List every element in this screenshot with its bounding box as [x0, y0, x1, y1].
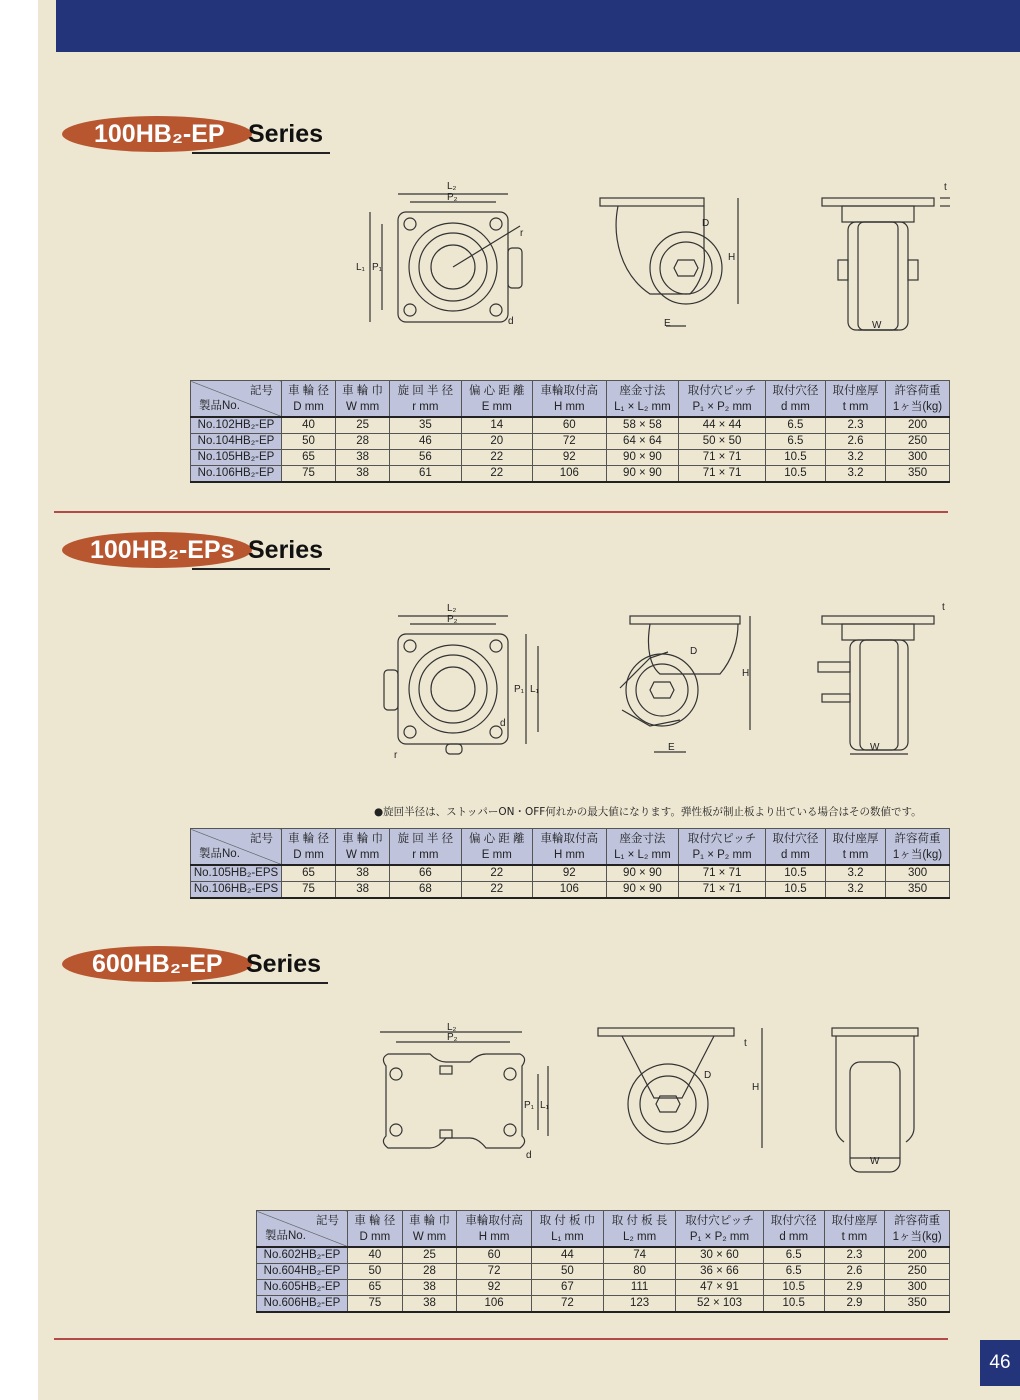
header-cell: 車輪取付高 H mm — [457, 1211, 531, 1248]
dim-E: E — [664, 318, 671, 329]
title-underline — [192, 152, 330, 154]
model-number-cell: No.104HB₂-EP — [191, 434, 282, 450]
model-number-cell: No.606HB₂-EP — [257, 1296, 348, 1313]
dim-d: d — [526, 1150, 532, 1161]
table-header-row — [191, 829, 950, 866]
table-row — [191, 434, 950, 450]
spec-value-cell: 80 — [604, 1264, 676, 1280]
dim-d: d — [500, 718, 506, 729]
spec-value-cell: 36 × 66 — [676, 1264, 764, 1280]
series-word: Series — [246, 950, 322, 978]
table-row — [191, 882, 950, 899]
page-number: 46 — [980, 1340, 1020, 1386]
spec-value-cell: 64 × 64 — [606, 434, 679, 450]
header-cell: 取付穴径 d mm — [765, 829, 825, 866]
spec-value-cell: 6.5 — [763, 1247, 824, 1264]
header-cell: 車 輪 径 D mm — [282, 381, 336, 418]
spec-value-cell: 90 × 90 — [606, 450, 679, 466]
dim-W: W — [872, 320, 882, 331]
series-model: 100HB₂-EP — [94, 120, 225, 148]
header-cell: 旋 回 半 径 r mm — [390, 829, 461, 866]
spec-value-cell: 106 — [457, 1296, 531, 1313]
spec-value-cell: 300 — [886, 450, 950, 466]
spec-value-cell: 92 — [532, 865, 606, 882]
spec-value-cell: 71 × 71 — [679, 450, 766, 466]
swivel-radius-note: ●旋回半径は、ストッパーON・OFF何れかの最大値になります。弾性板が制止板より出ている場合はその数値です。 — [374, 806, 922, 818]
dim-r: r — [394, 750, 398, 761]
dim-r: r — [520, 228, 524, 239]
spec-value-cell: 350 — [886, 466, 950, 483]
spec-value-cell: 2.3 — [824, 1247, 885, 1264]
spec-value-cell: 44 × 44 — [679, 417, 766, 434]
spec-value-cell: 38 — [336, 865, 390, 882]
header-symbol-label: 記号 — [250, 385, 273, 397]
dim-P1: P₁ — [372, 262, 383, 273]
spec-value-cell: 52 × 103 — [676, 1296, 764, 1313]
spec-value-cell: 350 — [885, 1296, 950, 1313]
spec-value-cell: 38 — [402, 1296, 457, 1313]
spec-value-cell: 75 — [282, 466, 336, 483]
spec-value-cell: 300 — [885, 1280, 950, 1296]
spec-table-100hb2-ep — [190, 380, 950, 483]
spec-value-cell: 60 — [457, 1247, 531, 1264]
header-cell: 旋 回 半 径 r mm — [390, 381, 461, 418]
spec-value-cell: 10.5 — [765, 450, 825, 466]
header-product-label: 製品No. — [265, 1230, 306, 1242]
header-cell: 許容荷重 1ヶ当(kg) — [886, 829, 950, 866]
header-cell: 許容荷重 1ヶ当(kg) — [886, 381, 950, 418]
header-cell-model — [191, 381, 282, 418]
spec-value-cell: 3.2 — [825, 882, 885, 899]
spec-value-cell: 68 — [390, 882, 461, 899]
spec-value-cell: 10.5 — [765, 466, 825, 483]
series-title-100hb2-ep — [62, 116, 332, 156]
model-number-cell: No.105HB₂-EP — [191, 450, 282, 466]
spec-value-cell: 106 — [532, 882, 606, 899]
spec-value-cell: 58 × 58 — [606, 417, 679, 434]
header-product-label: 製品No. — [199, 400, 240, 412]
spec-value-cell: 10.5 — [763, 1296, 824, 1313]
series-title-600hb2-ep — [62, 946, 332, 986]
dim-P1: P₁ — [524, 1100, 535, 1111]
header-cell: 座金寸法 L₁ × L₂ mm — [606, 829, 679, 866]
spec-value-cell: 61 — [390, 466, 461, 483]
spec-value-cell: 28 — [336, 434, 390, 450]
table-row — [191, 466, 950, 483]
spec-value-cell: 71 × 71 — [679, 882, 766, 899]
dim-L2: L₂ — [447, 1022, 457, 1033]
header-cell: 車輪取付高 H mm — [532, 381, 606, 418]
header-cell-model — [191, 829, 282, 866]
spec-value-cell: 50 × 50 — [679, 434, 766, 450]
dim-P2: P₂ — [447, 614, 458, 625]
spec-value-cell: 92 — [457, 1280, 531, 1296]
page-left-margin — [0, 0, 38, 1400]
table-row — [257, 1296, 950, 1313]
spec-value-cell: 250 — [886, 434, 950, 450]
spec-value-cell: 28 — [402, 1264, 457, 1280]
section-divider — [54, 1338, 948, 1340]
spec-value-cell: 22 — [461, 466, 532, 483]
spec-value-cell: 40 — [348, 1247, 403, 1264]
model-number-cell: No.105HB₂-EPS — [191, 865, 282, 882]
spec-value-cell: 300 — [886, 865, 950, 882]
table-row — [191, 865, 950, 882]
spec-table-100hb2-eps — [190, 828, 950, 899]
header-cell-model — [257, 1211, 348, 1248]
spec-value-cell: 72 — [532, 434, 606, 450]
drawing-100hb2-eps — [350, 598, 960, 764]
section-divider — [54, 511, 948, 513]
model-number-cell: No.106HB₂-EPS — [191, 882, 282, 899]
spec-value-cell: 44 — [531, 1247, 603, 1264]
dim-L1: L₁ — [356, 262, 365, 273]
spec-value-cell: 2.6 — [824, 1264, 885, 1280]
spec-value-cell: 46 — [390, 434, 461, 450]
header-symbol-label: 記号 — [250, 833, 273, 845]
spec-value-cell: 67 — [531, 1280, 603, 1296]
spec-value-cell: 40 — [282, 417, 336, 434]
table-header-row — [191, 381, 950, 418]
series-model: 600HB₂-EP — [92, 950, 223, 978]
model-number-cell: No.102HB₂-EP — [191, 417, 282, 434]
spec-value-cell: 3.2 — [825, 865, 885, 882]
spec-value-cell: 2.9 — [824, 1296, 885, 1313]
spec-table-600hb2-ep — [256, 1210, 950, 1313]
spec-value-cell: 92 — [532, 450, 606, 466]
header-cell: 取付穴ピッチ P₁ × P₂ mm — [679, 381, 766, 418]
spec-value-cell: 60 — [532, 417, 606, 434]
header-cell: 取付穴ピッチ P₁ × P₂ mm — [676, 1211, 764, 1248]
table-header-row — [257, 1211, 950, 1248]
header-cell: 取付座厚 t mm — [825, 829, 885, 866]
spec-value-cell: 38 — [336, 882, 390, 899]
spec-value-cell: 111 — [604, 1280, 676, 1296]
spec-value-cell: 200 — [886, 417, 950, 434]
spec-value-cell: 65 — [348, 1280, 403, 1296]
header-band — [56, 0, 1020, 52]
spec-value-cell: 75 — [282, 882, 336, 899]
spec-value-cell: 10.5 — [763, 1280, 824, 1296]
spec-value-cell: 50 — [531, 1264, 603, 1280]
spec-value-cell: 38 — [402, 1280, 457, 1296]
series-model: 100HB₂-EPs — [90, 536, 235, 564]
dim-L2: L₂ — [447, 181, 457, 192]
header-cell: 車 輪 巾 W mm — [336, 381, 390, 418]
spec-value-cell: 65 — [282, 865, 336, 882]
spec-value-cell: 25 — [336, 417, 390, 434]
spec-value-cell: 50 — [348, 1264, 403, 1280]
header-cell: 車輪取付高 H mm — [532, 829, 606, 866]
spec-value-cell: 72 — [531, 1296, 603, 1313]
header-cell: 取付穴径 d mm — [763, 1211, 824, 1248]
spec-value-cell: 30 × 60 — [676, 1247, 764, 1264]
spec-value-cell: 65 — [282, 450, 336, 466]
dim-H: H — [728, 252, 736, 263]
table-row — [191, 450, 950, 466]
dim-P1: P₁ — [514, 684, 525, 695]
dim-W: W — [870, 742, 880, 753]
spec-value-cell: 38 — [336, 466, 390, 483]
header-cell: 取付座厚 t mm — [824, 1211, 885, 1248]
dim-D: D — [702, 218, 710, 229]
table-row — [191, 417, 950, 434]
spec-value-cell: 2.9 — [824, 1280, 885, 1296]
spec-value-cell: 20 — [461, 434, 532, 450]
dim-W: W — [870, 1156, 880, 1167]
spec-value-cell: 71 × 71 — [679, 865, 766, 882]
series-word: Series — [248, 536, 324, 564]
spec-value-cell: 25 — [402, 1247, 457, 1264]
title-underline — [192, 982, 328, 984]
header-cell: 取付座厚 t mm — [825, 381, 885, 418]
header-cell: 車 輪 巾 W mm — [336, 829, 390, 866]
dim-E: E — [668, 742, 675, 753]
dim-H: H — [752, 1082, 760, 1093]
model-number-cell: No.106HB₂-EP — [191, 466, 282, 483]
drawing-600hb2-ep — [350, 1018, 960, 1178]
spec-value-cell: 56 — [390, 450, 461, 466]
spec-value-cell: 3.2 — [825, 466, 885, 483]
spec-value-cell: 6.5 — [763, 1264, 824, 1280]
dim-H: H — [742, 668, 750, 679]
spec-value-cell: 50 — [282, 434, 336, 450]
spec-value-cell: 90 × 90 — [606, 865, 679, 882]
spec-value-cell: 71 × 71 — [679, 466, 766, 483]
series-title-100hb2-eps — [62, 532, 332, 572]
model-number-cell: No.605HB₂-EP — [257, 1280, 348, 1296]
header-cell: 取 付 板 巾 L₁ mm — [531, 1211, 603, 1248]
dim-D: D — [690, 646, 698, 657]
header-cell: 取付穴ピッチ P₁ × P₂ mm — [679, 829, 766, 866]
header-cell: 車 輪 径 D mm — [348, 1211, 403, 1248]
spec-value-cell: 38 — [336, 450, 390, 466]
series-word: Series — [248, 120, 324, 148]
dim-t: t — [942, 602, 945, 613]
header-cell: 偏 心 距 離 E mm — [461, 381, 532, 418]
header-cell: 車 輪 巾 W mm — [402, 1211, 457, 1248]
spec-value-cell: 2.3 — [825, 417, 885, 434]
spec-value-cell: 3.2 — [825, 450, 885, 466]
header-product-label: 製品No. — [199, 848, 240, 860]
dim-t: t — [744, 1038, 747, 1049]
spec-value-cell: 6.5 — [765, 417, 825, 434]
dim-d: d — [508, 316, 514, 327]
header-cell: 車 輪 径 D mm — [282, 829, 336, 866]
header-cell: 取 付 板 長 L₂ mm — [604, 1211, 676, 1248]
spec-value-cell: 35 — [390, 417, 461, 434]
spec-value-cell: 350 — [886, 882, 950, 899]
model-number-cell: No.604HB₂-EP — [257, 1264, 348, 1280]
header-symbol-label: 記号 — [316, 1215, 339, 1227]
spec-value-cell: 2.6 — [825, 434, 885, 450]
spec-value-cell: 10.5 — [765, 865, 825, 882]
spec-value-cell: 75 — [348, 1296, 403, 1313]
spec-value-cell: 90 × 90 — [606, 466, 679, 483]
dim-t: t — [944, 182, 947, 193]
dim-L1: L₁ — [530, 684, 539, 695]
table-row — [257, 1264, 950, 1280]
table-row — [257, 1280, 950, 1296]
header-cell: 許容荷重 1ヶ当(kg) — [885, 1211, 950, 1248]
model-number-cell: No.602HB₂-EP — [257, 1247, 348, 1264]
spec-value-cell: 47 × 91 — [676, 1280, 764, 1296]
spec-value-cell: 74 — [604, 1247, 676, 1264]
spec-value-cell: 90 × 90 — [606, 882, 679, 899]
header-cell: 座金寸法 L₁ × L₂ mm — [606, 381, 679, 418]
dim-D: D — [704, 1070, 712, 1081]
spec-value-cell: 22 — [461, 882, 532, 899]
spec-value-cell: 14 — [461, 417, 532, 434]
dim-L2: L₂ — [447, 603, 457, 614]
spec-value-cell: 22 — [461, 450, 532, 466]
title-underline — [192, 568, 330, 570]
dim-L1: L₁ — [540, 1100, 549, 1111]
table-row — [257, 1247, 950, 1264]
header-cell: 偏 心 距 離 E mm — [461, 829, 532, 866]
header-cell: 取付穴径 d mm — [765, 381, 825, 418]
spec-value-cell: 123 — [604, 1296, 676, 1313]
spec-value-cell: 6.5 — [765, 434, 825, 450]
spec-value-cell: 66 — [390, 865, 461, 882]
spec-value-cell: 106 — [532, 466, 606, 483]
drawing-100hb2-ep — [350, 176, 960, 336]
dim-P2: P₂ — [447, 1032, 458, 1043]
spec-value-cell: 72 — [457, 1264, 531, 1280]
spec-value-cell: 200 — [885, 1247, 950, 1264]
spec-value-cell: 22 — [461, 865, 532, 882]
spec-value-cell: 10.5 — [765, 882, 825, 899]
spec-value-cell: 250 — [885, 1264, 950, 1280]
dim-P2: P₂ — [447, 192, 458, 203]
